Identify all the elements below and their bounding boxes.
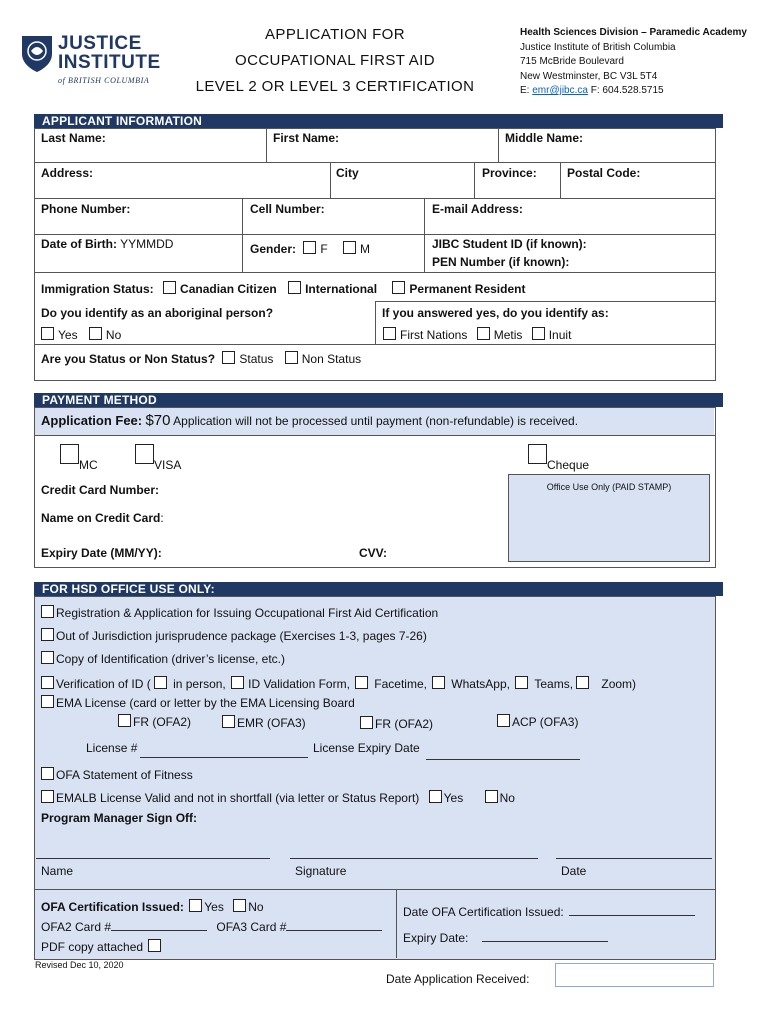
office-stamp-box[interactable] (508, 474, 710, 562)
ofa3-label: OFA3 Card # (216, 920, 287, 934)
gender-m-label: M (360, 242, 371, 256)
reg-label: Registration & Application for Issuing Occupational First Aid Certification (56, 606, 439, 620)
teams-checkbox[interactable] (515, 676, 528, 689)
contact-line (520, 84, 747, 99)
inuit-checkbox[interactable] (532, 327, 545, 340)
pdf-label: PDF copy attached (41, 940, 144, 954)
logo-line3: of BRITISH COLUMBIA (58, 76, 150, 85)
middle-name-label: Middle Name: (505, 131, 584, 145)
last-name-field[interactable] (35, 146, 265, 161)
cvv-field[interactable] (390, 542, 490, 560)
email-address-field[interactable] (425, 218, 713, 233)
metis-label: Metis (493, 328, 523, 342)
copy-id-label: Copy of Identification (driver’s license, etc.) (56, 652, 285, 666)
visa-label: VISA (154, 458, 182, 472)
gender-f-label: F (320, 242, 328, 256)
fee-row (41, 412, 578, 429)
cert-issued-label: OFA Certification Issued: (41, 900, 184, 914)
phone-label: Phone Number: (41, 202, 131, 216)
logo-line2: INSTITUTE (58, 52, 161, 73)
postal-code-field[interactable] (561, 182, 713, 197)
address-label: Address: (41, 166, 94, 180)
gender-label: Gender: (250, 242, 297, 256)
id-validation-label: ID Validation Form, (248, 677, 350, 691)
expiry-field[interactable] (170, 542, 350, 560)
city-address: New Westminster, BC V3L 5T4 (520, 70, 658, 82)
inuit-label: Inuit (548, 328, 572, 342)
aboriginal-yes-label: Yes (58, 328, 78, 342)
division-name: Health Sciences Division – Paramedic Academy (520, 27, 747, 38)
fr1-checkbox[interactable] (118, 714, 131, 727)
whatsapp-checkbox[interactable] (432, 676, 445, 689)
ofa-statement-label: OFA Statement of Fitness (56, 768, 193, 782)
identify-question: If you answered yes, do you identify as: (382, 306, 609, 320)
street-address: 715 McBride Boulevard (520, 56, 624, 67)
title-line1: APPLICATION FOR (265, 26, 405, 43)
cvv-label: CVV: (359, 546, 388, 560)
immigration-row (41, 281, 525, 296)
non-status-label: Non Status (301, 352, 362, 366)
fee-label: Application Fee: (41, 413, 143, 428)
cert-yes-label: Yes (204, 900, 224, 914)
ema-checkbox[interactable] (41, 695, 54, 708)
dob-row (41, 237, 173, 251)
emalb-yes-label: Yes (443, 791, 464, 805)
permanent-checkbox[interactable] (392, 281, 405, 294)
city-label: City (336, 166, 359, 180)
emalb-no-label: No (499, 791, 515, 805)
fee-note: Application will not be processed until payment (non-refundable) is received. (173, 414, 579, 428)
expiry-label: Expiry Date (MM/YY): (41, 546, 162, 560)
canadian-checkbox[interactable] (163, 281, 176, 294)
jibc-logo (20, 34, 170, 94)
revised-date: Revised Dec 10, 2020 (35, 960, 124, 970)
ooj-checkbox[interactable] (41, 628, 54, 641)
mc-label: MC (79, 458, 98, 472)
pen-label: PEN Number (if known): (432, 255, 570, 269)
pm-date-line[interactable] (556, 858, 712, 859)
visa-option (135, 444, 181, 472)
whatsapp-label: WhatsApp, (451, 677, 510, 691)
shield-crest-icon (20, 34, 54, 74)
fr1-label: FR (OFA2) (133, 715, 192, 729)
ofa-statement-item (41, 767, 193, 782)
date-issued-row (403, 905, 695, 919)
in-person-checkbox[interactable] (154, 676, 167, 689)
student-id-label: JIBC Student ID (if known): (432, 237, 587, 251)
cert-expiry-row (403, 931, 608, 945)
emalb-item (41, 790, 515, 805)
first-name-label: First Name: (273, 131, 340, 145)
date-issued-label: Date OFA Certification Issued: (403, 905, 564, 919)
first-name-field[interactable] (267, 146, 497, 161)
status-checkbox[interactable] (222, 351, 235, 364)
facetime-label: Facetime, (374, 677, 427, 691)
gender-row (250, 241, 370, 256)
international-label: International (305, 282, 378, 296)
id-validation-checkbox[interactable] (231, 676, 244, 689)
ema-item (41, 695, 355, 710)
aboriginal-yes-checkbox[interactable] (41, 327, 54, 340)
verification-label: Verification of ID ( (56, 677, 151, 691)
metis-checkbox[interactable] (477, 327, 490, 340)
pm-signature-line[interactable] (290, 858, 538, 859)
acp-option (497, 714, 578, 729)
cert-no-label: No (248, 900, 264, 914)
emr-label: EMR (OFA3) (237, 716, 306, 730)
pm-signature-label: Signature (295, 864, 347, 878)
cheque-option (528, 444, 589, 472)
logo-line1: JUSTICE (58, 33, 142, 54)
emalb-yes-checkbox[interactable] (429, 790, 442, 803)
status-row (41, 351, 361, 366)
ooj-item (41, 628, 427, 643)
pm-name-line[interactable] (36, 858, 270, 859)
name-on-card-row: Name on Credit Card: (41, 511, 164, 525)
permanent-label: Permanent Resident (409, 282, 526, 296)
copy-id-item (41, 651, 285, 666)
acp-label: ACP (OFA3) (512, 715, 579, 729)
license-number-line[interactable] (140, 757, 308, 758)
first-nations-checkbox[interactable] (383, 327, 396, 340)
emalb-checkbox[interactable] (41, 790, 54, 803)
facetime-checkbox[interactable] (355, 676, 368, 689)
ofa2-line[interactable] (111, 930, 207, 931)
mc-option (60, 444, 98, 472)
dob-format: YYMMDD (120, 237, 174, 251)
emr-checkbox[interactable] (222, 715, 235, 728)
acp-checkbox[interactable] (497, 714, 510, 727)
gender-m-checkbox[interactable] (343, 241, 356, 254)
fr2-label: FR (OFA2) (375, 717, 434, 731)
date-received-field[interactable] (555, 963, 714, 987)
pm-date-label: Date (561, 864, 587, 878)
non-status-checkbox[interactable] (285, 351, 298, 364)
verification-checkbox[interactable] (41, 676, 54, 689)
applicant-heading: APPLICANT INFORMATION (34, 114, 723, 128)
teams-label: Teams, (534, 677, 574, 691)
contact-block (520, 26, 747, 99)
fee-amount: $70 (145, 412, 171, 429)
title-line3: LEVEL 2 OR LEVEL 3 CERTIFICATION (195, 78, 475, 95)
fax: F: 604.528.5715 (590, 85, 664, 96)
aboriginal-question: Do you identify as an aboriginal person? (41, 306, 274, 320)
in-person-label: in person, (173, 677, 226, 691)
cheque-checkbox[interactable] (528, 444, 547, 464)
ooj-label: Out of Jurisdiction jurisprudence package (Exercises 1-3, pages 7-26) (56, 629, 427, 643)
first-nations-label: First Nations (400, 328, 468, 342)
pdf-checkbox[interactable] (148, 939, 161, 952)
cert-expiry-label: Expiry Date: (403, 931, 469, 945)
status-label: Status (239, 352, 274, 366)
postal-code-label: Postal Code: (567, 166, 641, 180)
mc-checkbox[interactable] (60, 444, 79, 464)
identify-options (383, 327, 571, 342)
cert-issued-row (41, 899, 264, 914)
reg-checkbox[interactable] (41, 605, 54, 618)
payment-heading: PAYMENT METHOD (34, 393, 723, 407)
name-on-card-field[interactable] (170, 508, 500, 526)
form-title (190, 22, 480, 100)
ofa-statement-checkbox[interactable] (41, 767, 54, 780)
city-field[interactable] (331, 182, 473, 197)
ofa3-line[interactable] (286, 930, 382, 931)
license-number-label: License # (86, 741, 138, 755)
gender-f-checkbox[interactable] (303, 241, 316, 254)
name-on-card-label: Name on Credit Card (41, 511, 161, 525)
office-stamp-label: Office Use Only (PAID STAMP) (546, 482, 672, 492)
cell-label: Cell Number: (250, 202, 325, 216)
dob-label: Date of Birth: (41, 237, 117, 251)
canadian-label: Canadian Citizen (180, 282, 277, 296)
verification-item (41, 676, 636, 691)
copy-id-checkbox[interactable] (41, 651, 54, 664)
reg-item (41, 605, 438, 620)
status-question: Are you Status or Non Status? (41, 352, 216, 366)
cert-expiry-line[interactable] (482, 941, 608, 942)
ofa2-row (41, 920, 382, 934)
dob-field[interactable] (35, 253, 241, 271)
cert-no-checkbox[interactable] (233, 899, 246, 912)
date-issued-line[interactable] (569, 915, 695, 916)
last-name-label: Last Name: (41, 131, 106, 145)
license-expiry-label: License Expiry Date (313, 741, 420, 755)
cc-number-field[interactable] (170, 480, 500, 498)
zoom-checkbox[interactable] (576, 676, 589, 689)
emalb-label: EMALB License Valid and not in shortfall (via letter or Status Report) (56, 791, 420, 805)
email-link[interactable]: emr@jibc.ca (532, 85, 588, 96)
aboriginal-no-checkbox[interactable] (89, 327, 102, 340)
title-line2: OCCUPATIONAL FIRST AID (235, 52, 435, 69)
pm-signoff-label: Program Manager Sign Off: (41, 811, 198, 825)
ofa2-label: OFA2 Card # (41, 920, 112, 934)
pm-name-label: Name (41, 864, 74, 878)
address-field[interactable] (35, 182, 329, 197)
visa-checkbox[interactable] (135, 444, 154, 464)
international-checkbox[interactable] (288, 281, 301, 294)
org-name: Justice Institute of British Columbia (520, 41, 676, 53)
middle-name-field[interactable] (499, 146, 713, 161)
cert-yes-checkbox[interactable] (189, 899, 202, 912)
emalb-no-checkbox[interactable] (485, 790, 498, 803)
immigration-label: Immigration Status: (41, 282, 154, 296)
cc-number-label: Credit Card Number: (41, 483, 160, 497)
phone-field[interactable] (35, 218, 241, 233)
cell-field[interactable] (243, 218, 423, 233)
email-label: E: (520, 85, 530, 96)
emr-option (222, 715, 306, 730)
aboriginal-no-label: No (105, 328, 122, 342)
email-address-label: E-mail Address: (432, 202, 523, 216)
aboriginal-options (41, 327, 121, 342)
province-field[interactable] (475, 182, 559, 197)
pdf-row (41, 939, 165, 954)
fr1-option (118, 714, 191, 729)
ema-label: EMA License (card or letter by the EMA Licensing Board (56, 696, 355, 710)
fr2-option (360, 716, 433, 731)
fr2-checkbox[interactable] (360, 716, 373, 729)
office-heading: FOR HSD OFFICE USE ONLY: (34, 582, 723, 596)
province-label: Province: (482, 166, 537, 180)
zoom-label: Zoom) (601, 677, 637, 691)
date-received-label: Date Application Received: (386, 972, 530, 986)
cheque-label: Cheque (547, 458, 590, 472)
license-expiry-line[interactable] (426, 759, 580, 760)
